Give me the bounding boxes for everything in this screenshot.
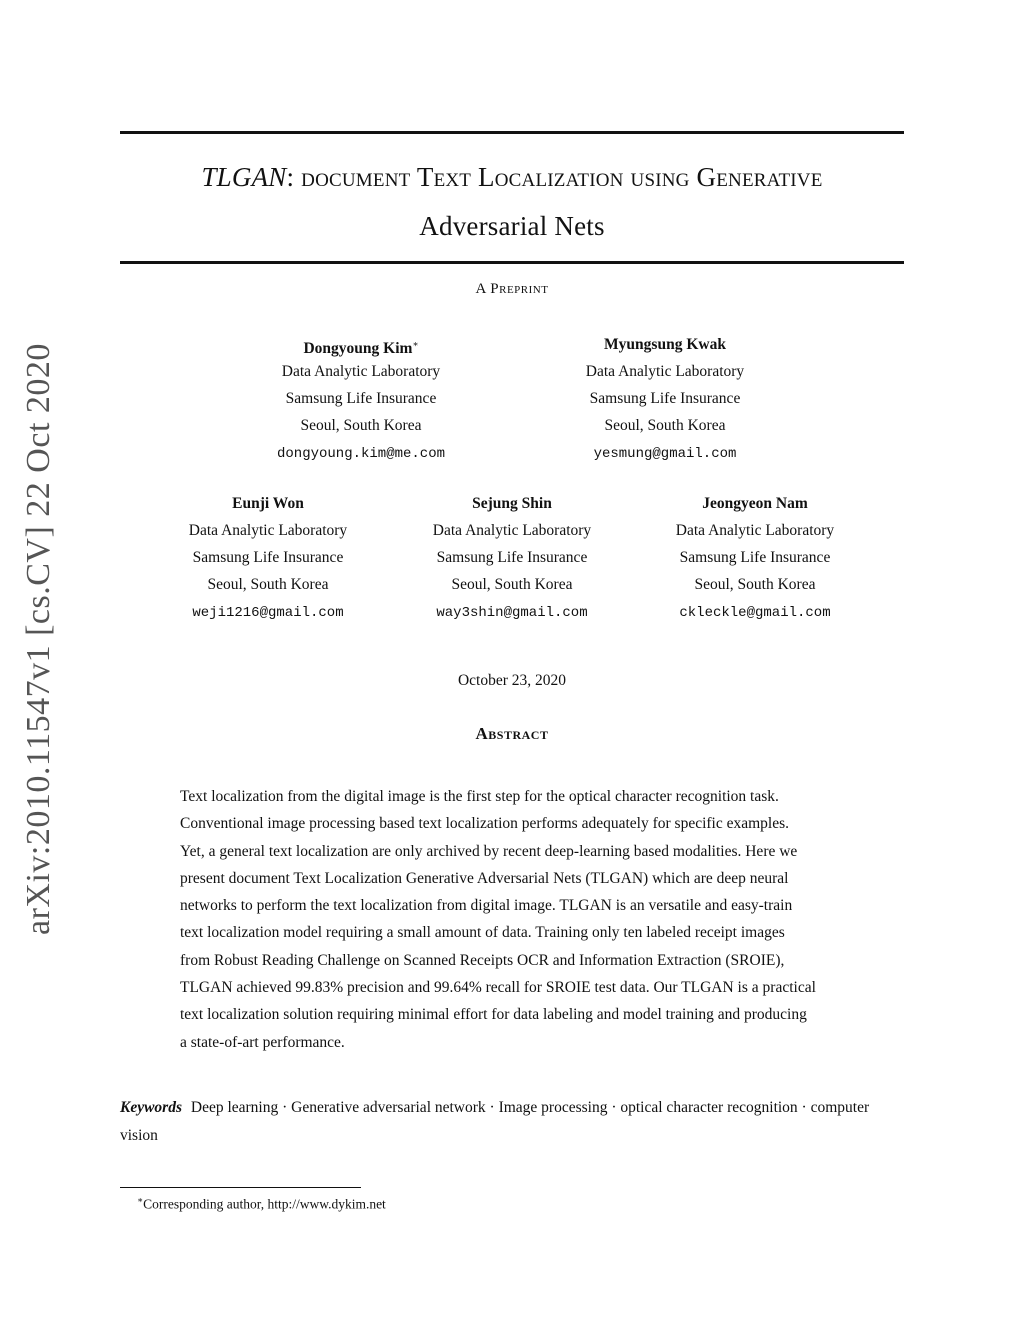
author-location: Seoul, South Korea [604,417,726,434]
title-top-rule [120,131,904,134]
keywords-list: Deep learning · Generative adversarial network · Image processing · optical character recognition · computer vision [120,1099,870,1144]
abstract-heading: Abstract [475,724,549,743]
author-location: Seoul, South Korea [451,576,573,593]
author-organization: Samsung Life Insurance [679,549,831,566]
paper-title-line-2: Adversarial Nets [419,211,605,241]
abstract-line: a state-of-art performance. [180,1033,345,1051]
author-lab: Data Analytic Laboratory [432,522,592,539]
abstract-line: TLGAN achieved 99.83% precision and 99.64% recall for SROIE test data. Our TLGAN is a practical [180,979,816,997]
abstract-line: text localization model requiring a small amount of data. Training only ten labeled receipt images [180,924,785,942]
author-lab: Data Analytic Laboratory [675,522,835,539]
author-organization: Samsung Life Insurance [436,549,588,566]
author-lab: Data Analytic Laboratory [281,363,441,380]
author-email: weji1216@gmail.com [192,605,344,621]
title-bottom-rule [120,261,904,264]
author-lab: Data Analytic Laboratory [585,363,745,380]
abstract-line: Text localization from the digital image is the first step for the optical character recognition task. [180,788,779,805]
author-block [148,490,388,625]
author-block [545,331,785,466]
keywords-section [120,1094,910,1149]
footnote [137,1190,386,1215]
abstract-line: present document Text Localization Generative Adversarial Nets (TLGAN) which are deep neural [180,869,789,887]
abstract-line: from Robust Reading Challenge on Scanned Receipts OCR and Information Extraction (SROIE), [180,951,785,969]
author-email: ckleckle@gmail.com [679,605,831,621]
author-organization: Samsung Life Insurance [589,390,741,407]
paper-title-rest: : document Text Localization using Generative [286,162,823,192]
author-organization: Samsung Life Insurance [285,390,437,407]
author-email: way3shin@gmail.com [436,605,588,621]
author-organization: Samsung Life Insurance [192,549,344,566]
abstract-line: Yet, a general text localization are only archived by recent deep-learning based modalities. Here we [180,842,798,860]
author-name: Eunji Won [232,495,304,512]
abstract-line: Conventional image processing based text localization performs adequately for specific examples. [180,815,790,833]
author-name: Dongyoung Kim∗ [303,339,419,358]
abstract-line: text localization solution requiring minimal effort for data labeling and model training and producing [180,1006,807,1024]
author-block [392,490,632,625]
arxiv-identifier-stamp: arXiv:2010.11547v1 [cs.CV] 22 Oct 2020 [20,343,57,935]
paper-title-line-1 [120,153,904,201]
author-location: Seoul, South Korea [207,576,329,593]
abstract-body [180,783,848,1056]
author-name: Sejung Shin [472,495,552,512]
abstract-line: networks to perform the text localization from digital image. TLGAN is an versatile and easy-train [180,897,793,915]
publication-date: October 23, 2020 [457,672,567,689]
author-location: Seoul, South Korea [694,576,816,593]
author-name: Jeongyeon Nam [702,495,808,512]
paper-title-acronym: TLGAN [201,162,287,192]
author-email: yesmung@gmail.com [593,446,737,462]
author-location: Seoul, South Korea [300,417,422,434]
footnote-mark: ∗ [137,1195,144,1205]
keywords-label: Keywords [120,1099,182,1116]
author-email: dongyoung.kim@me.com [276,446,446,462]
author-name: Myungsung Kwak [604,336,726,353]
corresponding-author-mark: ∗ [412,339,419,349]
author-block [635,490,875,625]
footnote-text: Corresponding author, http://www.dykim.net [143,1196,386,1212]
author-lab: Data Analytic Laboratory [188,522,348,539]
preprint-label: A Preprint [475,281,549,297]
author-block [241,331,481,466]
footnote-rule [120,1187,361,1188]
